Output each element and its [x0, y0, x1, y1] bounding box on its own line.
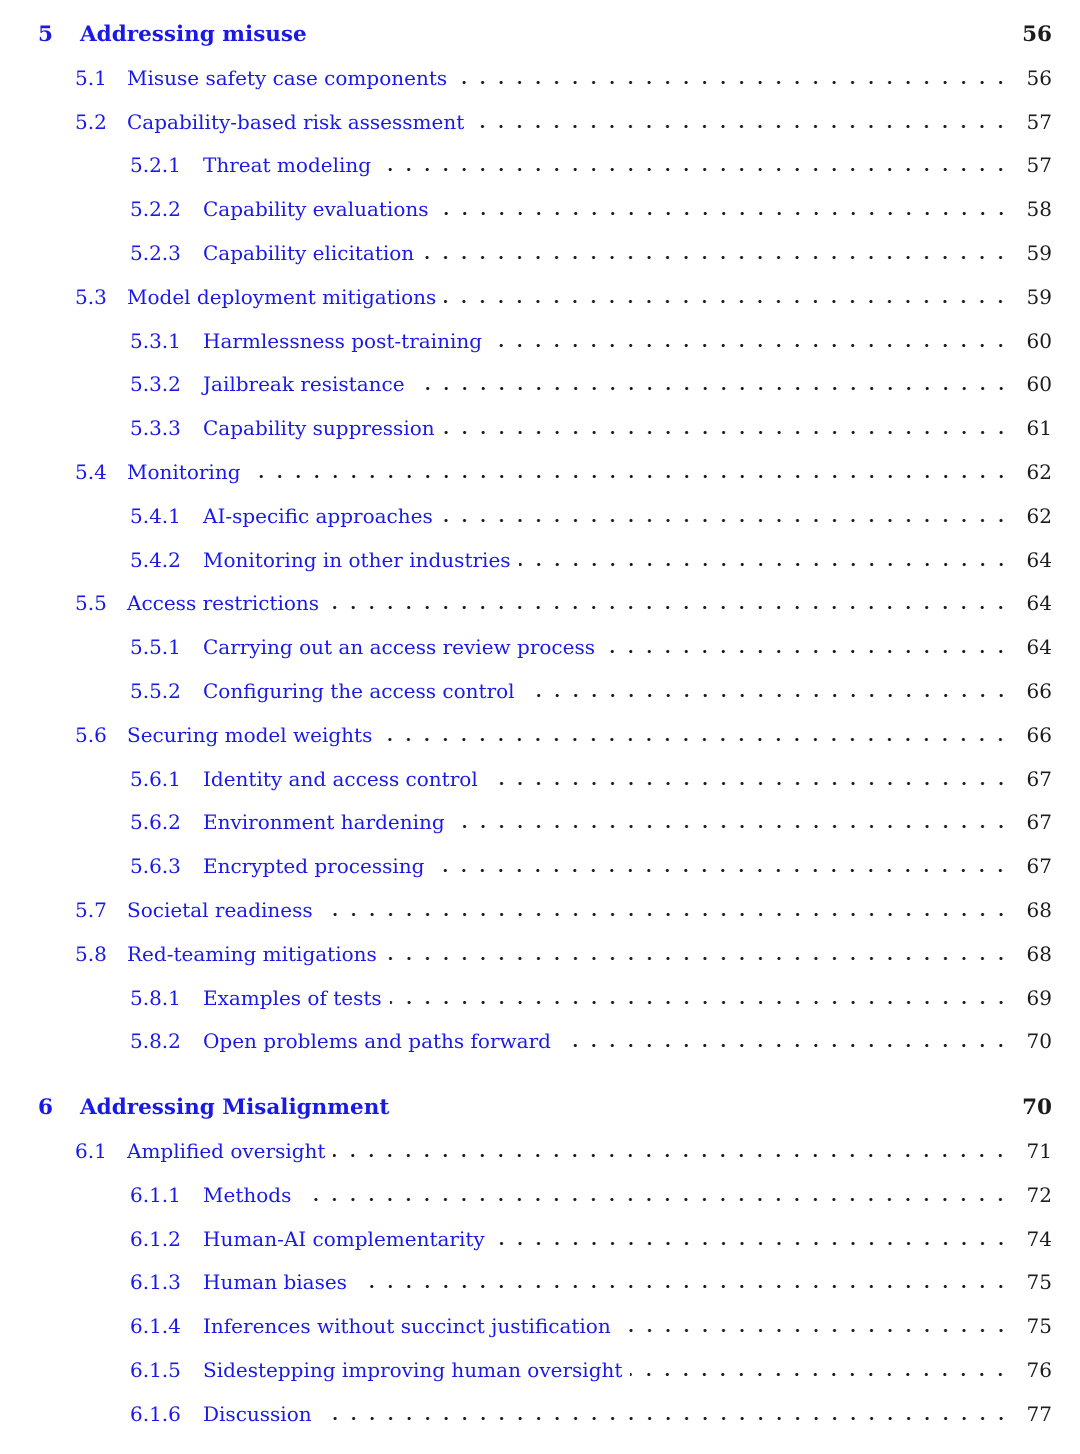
toc-entry[interactable] — [38, 1020, 1052, 1064]
toc-entry-number: 5.3 — [75, 284, 107, 309]
toc-entry-title: Open problems and paths forward — [203, 1029, 551, 1054]
toc-entry-title: Access restrictions — [127, 591, 320, 616]
toc-entry-title: Red-teaming mitigations — [127, 941, 377, 966]
toc-entry-title: Methods — [203, 1182, 292, 1207]
toc-entry-number: 5.8.1 — [130, 985, 181, 1010]
toc-entry-title: Addressing Misalignment — [80, 1095, 390, 1121]
toc-entry-page: 64 — [1026, 635, 1052, 660]
toc-entry-title: Environment hardening — [203, 810, 445, 835]
toc-entry-title: Sidestepping improving human oversight — [203, 1357, 623, 1382]
toc-entry-title: Threat modeling — [203, 153, 372, 178]
toc-entry[interactable] — [38, 188, 1052, 232]
toc-entry-page: 64 — [1026, 591, 1052, 616]
toc-entry[interactable] — [38, 363, 1052, 407]
dot-leader — [380, 737, 1010, 742]
toc-entry-number: 6.1.2 — [130, 1226, 181, 1251]
dot-leader — [453, 824, 1010, 829]
toc-entry-title: Addressing misuse — [80, 22, 307, 47]
toc-entry-page: 72 — [1026, 1182, 1052, 1207]
toc-entry[interactable] — [38, 1261, 1052, 1305]
toc-entry-page: 71 — [1026, 1138, 1052, 1163]
toc-entry[interactable] — [38, 801, 1052, 845]
toc-entry-title: AI-specific approaches — [203, 503, 433, 528]
dot-leader — [523, 693, 1010, 698]
dot-leader — [443, 430, 1010, 435]
dot-leader — [630, 1372, 1010, 1377]
toc-entry-number: 5.2.3 — [130, 240, 181, 265]
toc-entry[interactable] — [38, 670, 1052, 714]
toc-section-entry[interactable] — [38, 13, 1052, 57]
toc-entry[interactable] — [38, 1305, 1052, 1349]
toc-entry-title: Capability suppression — [203, 416, 435, 441]
dot-leader — [486, 781, 1010, 786]
dot-leader — [472, 124, 1010, 129]
toc-entry-number: 6.1 — [75, 1138, 107, 1163]
toc-entry-page: 57 — [1026, 153, 1052, 178]
toc-entry-page: 56 — [1026, 65, 1052, 90]
toc-entry-page: 58 — [1026, 197, 1052, 222]
toc-entry-title: Jailbreak resistance — [203, 372, 405, 397]
toc-entry-title: Harmlessness post-training — [203, 328, 483, 353]
dot-leader — [444, 299, 1010, 304]
toc-entry-number: 5.8 — [75, 941, 107, 966]
toc-entry-title: Capability elicitation — [203, 240, 415, 265]
toc-entry-title: Encrypted processing — [203, 854, 425, 879]
dot-leader — [321, 912, 1010, 917]
toc-entry[interactable] — [38, 495, 1052, 539]
toc-section-entry[interactable] — [38, 1086, 1052, 1130]
toc-entry-title: Securing model weights — [127, 722, 373, 747]
toc-entry-page: 59 — [1026, 284, 1052, 309]
toc-entry-number: 5.6.2 — [130, 810, 181, 835]
toc-entry-title: Examples of tests — [203, 985, 382, 1010]
toc-entry-title: Discussion — [203, 1401, 312, 1426]
toc-entry-number: 5.5.1 — [130, 635, 181, 660]
toc-entry-title: Identity and access control — [203, 766, 478, 791]
toc-entry-number: 6 — [38, 1095, 53, 1121]
toc-entry-title: Amplified oversight — [127, 1138, 326, 1163]
toc-entry[interactable] — [38, 626, 1052, 670]
toc-entry-page: 61 — [1026, 416, 1052, 441]
toc-entry[interactable] — [38, 320, 1052, 364]
toc-entry-number: 5.3.3 — [130, 416, 181, 441]
toc-entry-number: 5.6.3 — [130, 854, 181, 879]
spacer — [307, 40, 1016, 41]
toc-entry-title: Carrying out an access review process — [203, 635, 595, 660]
toc-entry-number: 5.4.2 — [130, 547, 181, 572]
toc-entry-number: 6.1.3 — [130, 1270, 181, 1295]
toc-entry[interactable] — [38, 933, 1052, 977]
toc-entry-number: 6.1.6 — [130, 1401, 181, 1426]
dot-leader — [493, 1241, 1010, 1246]
toc-entry-page: 67 — [1026, 766, 1052, 791]
toc-entry-number: 5.3.2 — [130, 372, 181, 397]
toc-entry-page: 57 — [1026, 109, 1052, 134]
toc-entry-page: 75 — [1026, 1314, 1052, 1339]
toc-entry-title: Monitoring in other industries — [203, 547, 511, 572]
toc-entry[interactable] — [38, 232, 1052, 276]
toc-entry-page: 76 — [1026, 1357, 1052, 1382]
dot-leader — [390, 1000, 1010, 1005]
toc-entry[interactable] — [38, 1174, 1052, 1218]
dot-leader — [490, 343, 1010, 348]
toc-entry[interactable] — [38, 276, 1052, 320]
dot-leader — [619, 1328, 1010, 1333]
toc-entry-page: 77 — [1026, 1401, 1052, 1426]
toc-entry-title: Model deployment mitigations — [127, 284, 437, 309]
toc-entry-number: 5.6 — [75, 722, 107, 747]
toc-entry-title: Configuring the access control — [203, 678, 515, 703]
dot-leader — [441, 518, 1010, 523]
toc-entry-page: 75 — [1026, 1270, 1052, 1295]
toc-entry-number: 5.8.2 — [130, 1029, 181, 1054]
toc-entry-number: 5.3.1 — [130, 328, 181, 353]
toc-entry[interactable] — [38, 977, 1052, 1021]
toc-entry[interactable] — [38, 451, 1052, 495]
dot-leader — [299, 1197, 1010, 1202]
toc-entry-number: 5.5.2 — [130, 678, 181, 703]
toc-entry-number: 6.1.1 — [130, 1182, 181, 1207]
toc-entry-page: 66 — [1026, 678, 1052, 703]
toc-entry-title: Capability-based risk assessment — [127, 109, 465, 134]
toc-entry[interactable] — [38, 1349, 1052, 1393]
toc-entry-page: 62 — [1026, 459, 1052, 484]
toc-entry[interactable] — [38, 144, 1052, 188]
toc-entry-number: 5.5 — [75, 591, 107, 616]
toc-entry-number: 6.1.4 — [130, 1314, 181, 1339]
toc-entry-number: 5.2 — [75, 109, 107, 134]
toc-entry-title: Misuse safety case components — [127, 65, 448, 90]
dot-leader — [437, 211, 1010, 216]
toc-entry-number: 5.4 — [75, 459, 107, 484]
toc-entry-page: 68 — [1026, 897, 1052, 922]
toc-entry-number: 5.4.1 — [130, 503, 181, 528]
toc-entry-page: 67 — [1026, 810, 1052, 835]
dot-leader — [333, 1153, 1010, 1158]
toc-entry-title: Human-AI complementarity — [203, 1226, 485, 1251]
toc-entry-page: 69 — [1026, 985, 1052, 1010]
dot-leader — [413, 386, 1010, 391]
spacer — [389, 1113, 1016, 1114]
toc-entry[interactable] — [38, 1393, 1052, 1437]
toc-entry-page: 74 — [1026, 1226, 1052, 1251]
toc-entry-title: Societal readiness — [127, 897, 313, 922]
toc-entry-number: 6.1.5 — [130, 1357, 181, 1382]
toc-entry-number: 5.7 — [75, 897, 107, 922]
toc-entry-page: 62 — [1026, 503, 1052, 528]
dot-leader — [519, 562, 1010, 567]
toc-entry[interactable] — [38, 1218, 1052, 1262]
toc-entry-title: Human biases — [203, 1270, 347, 1295]
toc-entry[interactable] — [38, 845, 1052, 889]
toc-entry[interactable] — [38, 407, 1052, 451]
dot-leader — [603, 649, 1010, 654]
toc-entry-number: 5.6.1 — [130, 766, 181, 791]
toc-entry-page: 60 — [1026, 372, 1052, 397]
toc-entry[interactable] — [38, 889, 1052, 933]
dot-leader — [249, 474, 1010, 479]
dot-leader — [379, 167, 1010, 172]
toc-entry[interactable] — [38, 101, 1052, 145]
toc-entry-page: 70 — [1022, 1095, 1052, 1121]
toc-entry[interactable] — [38, 582, 1052, 626]
dot-leader — [355, 1284, 1010, 1289]
toc-entry[interactable] — [38, 1130, 1052, 1174]
toc-entry[interactable] — [38, 758, 1052, 802]
toc-entry[interactable] — [38, 539, 1052, 583]
dot-leader — [422, 255, 1010, 260]
toc-entry-page: 59 — [1026, 240, 1052, 265]
toc-entry-title: Capability evaluations — [203, 197, 429, 222]
toc-entry-title: Inferences without succinct justification — [203, 1314, 611, 1339]
toc-entry[interactable] — [38, 57, 1052, 101]
toc-entry-number: 5.1 — [75, 65, 107, 90]
toc-entry-page: 70 — [1026, 1029, 1052, 1054]
toc-entry-page: 56 — [1022, 22, 1052, 47]
toc-entry-title: Monitoring — [127, 459, 241, 484]
toc-entry-page: 64 — [1026, 547, 1052, 572]
toc-entry-number: 5.2.2 — [130, 197, 181, 222]
dot-leader — [327, 605, 1010, 610]
toc-entry-page: 60 — [1026, 328, 1052, 353]
dot-leader — [320, 1416, 1010, 1421]
toc-entry-number: 5.2.1 — [130, 153, 181, 178]
toc-entry-number: 5 — [38, 22, 53, 47]
dot-leader — [455, 80, 1010, 85]
dot-leader — [432, 868, 1010, 873]
toc-entry[interactable] — [38, 714, 1052, 758]
toc-entry-page: 68 — [1026, 941, 1052, 966]
dot-leader — [559, 1043, 1010, 1048]
toc-entry-page: 66 — [1026, 722, 1052, 747]
dot-leader — [385, 956, 1010, 961]
toc-entry-page: 67 — [1026, 854, 1052, 879]
